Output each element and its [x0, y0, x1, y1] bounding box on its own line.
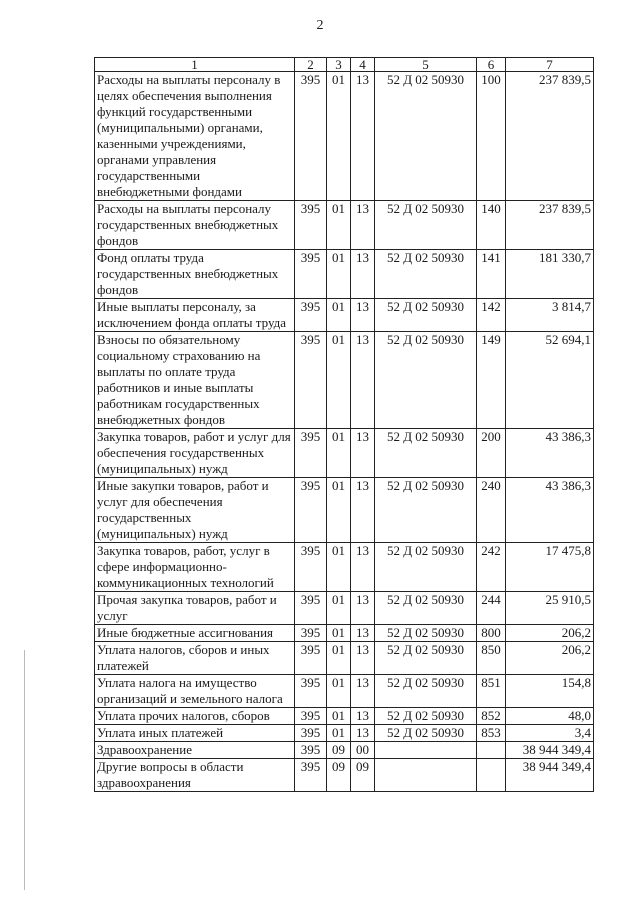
admin-code-cell: 395	[295, 708, 327, 725]
section-cell: 01	[327, 299, 351, 332]
row-name-cell: Другие вопросы в области здравоохранения	[95, 759, 295, 792]
subsection-cell: 13	[351, 72, 375, 201]
row-name-cell: Уплата налога на имущество организаций и земельного налога	[95, 675, 295, 708]
amount-cell: 237 839,5	[506, 72, 594, 201]
admin-code-cell: 395	[295, 592, 327, 625]
row-name-cell: Расходы на выплаты персоналу в целях обеспечения выполнения функций государственными (муниципальными) органами, казенными учреждениями, органами управления государственными внебюджетными фондами	[95, 72, 295, 201]
header-cell-4: 4	[351, 58, 375, 72]
row-name-cell: Уплата налогов, сборов и иных платежей	[95, 642, 295, 675]
row-name-cell: Иные закупки товаров, работ и услуг для обеспечения государственных (муниципальных) нужд	[95, 478, 295, 543]
target-article-cell: 52 Д 02 50930	[375, 625, 477, 642]
header-cell-5: 5	[375, 58, 477, 72]
section-cell: 01	[327, 708, 351, 725]
expense-type-cell: 140	[477, 201, 506, 250]
amount-cell: 3,4	[506, 725, 594, 742]
section-cell: 01	[327, 592, 351, 625]
section-cell: 01	[327, 675, 351, 708]
amount-cell: 17 475,8	[506, 543, 594, 592]
admin-code-cell: 395	[295, 625, 327, 642]
table-row	[95, 759, 594, 792]
admin-code-cell: 395	[295, 543, 327, 592]
section-cell: 01	[327, 250, 351, 299]
row-name-cell: Закупка товаров, работ и услуг для обеспечения государственных (муниципальных) нужд	[95, 429, 295, 478]
section-cell: 01	[327, 72, 351, 201]
row-name-cell: Расходы на выплаты персоналу государственных внебюджетных фондов	[95, 201, 295, 250]
header-cell-7: 7	[506, 58, 594, 72]
expense-type-cell: 244	[477, 592, 506, 625]
subsection-cell: 13	[351, 675, 375, 708]
subsection-cell: 13	[351, 332, 375, 429]
expense-type-cell	[477, 759, 506, 792]
target-article-cell: 52 Д 02 50930	[375, 592, 477, 625]
admin-code-cell: 395	[295, 332, 327, 429]
section-cell: 01	[327, 543, 351, 592]
table-row	[95, 429, 594, 478]
target-article-cell: 52 Д 02 50930	[375, 332, 477, 429]
admin-code-cell: 395	[295, 72, 327, 201]
expense-type-cell: 100	[477, 72, 506, 201]
header-row	[95, 58, 594, 72]
row-name-cell: Здравоохранение	[95, 742, 295, 759]
row-name-cell: Фонд оплаты труда государственных внебюджетных фондов	[95, 250, 295, 299]
budget-table	[94, 57, 594, 792]
table-row	[95, 708, 594, 725]
row-name-cell: Закупка товаров, работ, услуг в сфере информационно-коммуникационных технологий	[95, 543, 295, 592]
subsection-cell: 13	[351, 642, 375, 675]
subsection-cell: 13	[351, 543, 375, 592]
subsection-cell: 09	[351, 759, 375, 792]
subsection-cell: 13	[351, 725, 375, 742]
subsection-cell: 13	[351, 201, 375, 250]
table-row	[95, 250, 594, 299]
scan-margin-line	[24, 650, 25, 890]
admin-code-cell: 395	[295, 675, 327, 708]
page-number: 2	[316, 18, 324, 33]
target-article-cell: 52 Д 02 50930	[375, 250, 477, 299]
amount-cell: 52 694,1	[506, 332, 594, 429]
table-row	[95, 625, 594, 642]
row-name-cell: Иные выплаты персоналу, за исключением фонда оплаты труда	[95, 299, 295, 332]
amount-cell: 43 386,3	[506, 429, 594, 478]
row-name-cell: Уплата прочих налогов, сборов	[95, 708, 295, 725]
target-article-cell	[375, 742, 477, 759]
expense-type-cell: 200	[477, 429, 506, 478]
target-article-cell: 52 Д 02 50930	[375, 725, 477, 742]
header-cell-1: 1	[95, 58, 295, 72]
admin-code-cell: 395	[295, 759, 327, 792]
target-article-cell	[375, 759, 477, 792]
subsection-cell: 00	[351, 742, 375, 759]
amount-cell: 181 330,7	[506, 250, 594, 299]
admin-code-cell: 395	[295, 250, 327, 299]
amount-cell: 206,2	[506, 642, 594, 675]
row-name-cell: Прочая закупка товаров, работ и услуг	[95, 592, 295, 625]
subsection-cell: 13	[351, 299, 375, 332]
admin-code-cell: 395	[295, 299, 327, 332]
expense-type-cell: 240	[477, 478, 506, 543]
table-row	[95, 201, 594, 250]
amount-cell: 43 386,3	[506, 478, 594, 543]
header-cell-6: 6	[477, 58, 506, 72]
table-row	[95, 299, 594, 332]
subsection-cell: 13	[351, 478, 375, 543]
subsection-cell: 13	[351, 708, 375, 725]
admin-code-cell: 395	[295, 201, 327, 250]
row-name-cell: Иные бюджетные ассигнования	[95, 625, 295, 642]
header-cell-2: 2	[295, 58, 327, 72]
amount-cell: 25 910,5	[506, 592, 594, 625]
row-name-cell: Взносы по обязательному социальному страхованию на выплаты по оплате труда работников и иные выплаты работникам государственных внебюджетных фондов	[95, 332, 295, 429]
subsection-cell: 13	[351, 625, 375, 642]
amount-cell: 154,8	[506, 675, 594, 708]
section-cell: 01	[327, 642, 351, 675]
target-article-cell: 52 Д 02 50930	[375, 543, 477, 592]
target-article-cell: 52 Д 02 50930	[375, 675, 477, 708]
table-row	[95, 543, 594, 592]
expense-type-cell	[477, 742, 506, 759]
amount-cell: 38 944 349,4	[506, 742, 594, 759]
admin-code-cell: 395	[295, 478, 327, 543]
section-cell: 01	[327, 201, 351, 250]
expense-type-cell: 853	[477, 725, 506, 742]
expense-type-cell: 141	[477, 250, 506, 299]
row-name-cell: Уплата иных платежей	[95, 725, 295, 742]
amount-cell: 237 839,5	[506, 201, 594, 250]
table-row	[95, 478, 594, 543]
amount-cell: 3 814,7	[506, 299, 594, 332]
table-row	[95, 592, 594, 625]
header-cell-3: 3	[327, 58, 351, 72]
subsection-cell: 13	[351, 429, 375, 478]
section-cell: 01	[327, 332, 351, 429]
admin-code-cell: 395	[295, 725, 327, 742]
section-cell: 09	[327, 742, 351, 759]
expense-type-cell: 142	[477, 299, 506, 332]
amount-cell: 38 944 349,4	[506, 759, 594, 792]
admin-code-cell: 395	[295, 742, 327, 759]
table-row	[95, 675, 594, 708]
table-row	[95, 642, 594, 675]
target-article-cell: 52 Д 02 50930	[375, 299, 477, 332]
subsection-cell: 13	[351, 592, 375, 625]
subsection-cell: 13	[351, 250, 375, 299]
section-cell: 09	[327, 759, 351, 792]
expense-type-cell: 850	[477, 642, 506, 675]
admin-code-cell: 395	[295, 429, 327, 478]
section-cell: 01	[327, 429, 351, 478]
amount-cell: 206,2	[506, 625, 594, 642]
amount-cell: 48,0	[506, 708, 594, 725]
target-article-cell: 52 Д 02 50930	[375, 708, 477, 725]
target-article-cell: 52 Д 02 50930	[375, 72, 477, 201]
target-article-cell: 52 Д 02 50930	[375, 201, 477, 250]
target-article-cell: 52 Д 02 50930	[375, 429, 477, 478]
target-article-cell: 52 Д 02 50930	[375, 478, 477, 543]
expense-type-cell: 149	[477, 332, 506, 429]
expense-type-cell: 851	[477, 675, 506, 708]
section-cell: 01	[327, 625, 351, 642]
admin-code-cell: 395	[295, 642, 327, 675]
table-row	[95, 72, 594, 201]
table-row	[95, 725, 594, 742]
target-article-cell: 52 Д 02 50930	[375, 642, 477, 675]
expense-type-cell: 852	[477, 708, 506, 725]
section-cell: 01	[327, 725, 351, 742]
expense-type-cell: 242	[477, 543, 506, 592]
table-row	[95, 332, 594, 429]
section-cell: 01	[327, 478, 351, 543]
table-row	[95, 742, 594, 759]
expense-type-cell: 800	[477, 625, 506, 642]
